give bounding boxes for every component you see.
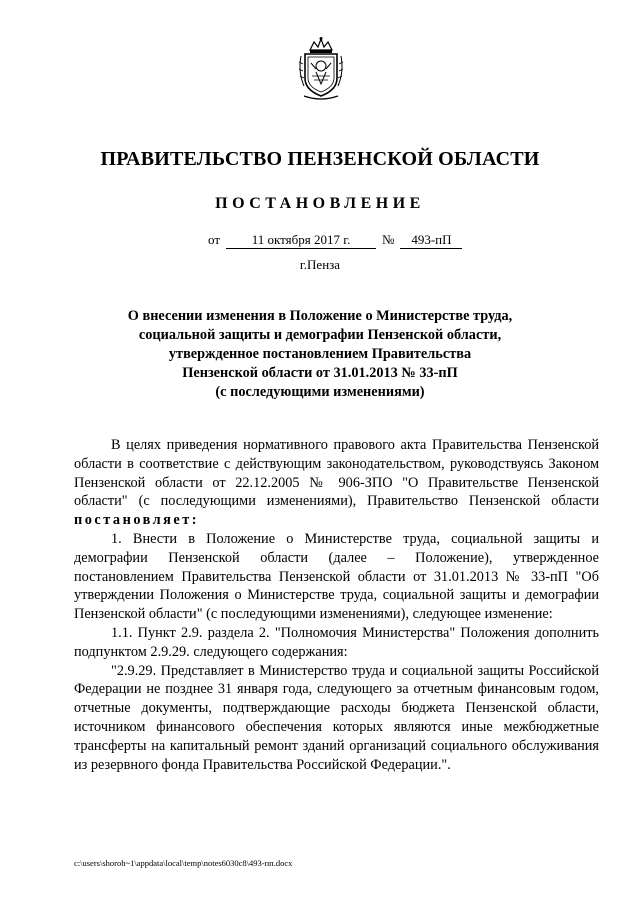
preamble-paragraph: [74, 436, 599, 530]
title-line: социальной защиты и демографии Пензенской области,: [138, 327, 502, 343]
file-path-footer: c:\users\shoroh~1\appdata\local\temp\notes6030c8\493-пп.docx: [74, 858, 293, 868]
number-prefix: №: [382, 232, 395, 247]
clause-1-1-paragraph: 1.1. Пункт 2.9. раздела 2. "Полномочия Министерства" Положения дополнить подпунктом 2.9.29. следующего содержания:: [74, 624, 599, 660]
city: г.Пенза: [299, 257, 341, 272]
preamble-text: В целях приведения нормативного правового акта Правительства Пензенской области в соответствие с действующим законодательством, руководствуясь Законом Пензенской области от 22.12.2005 № 906-ЗПО "О Правительстве Пензенской области" (с последующими изменениями), Правительство Пензенской области: [74, 437, 599, 510]
document-date: 11 октября 2017 г.: [226, 232, 376, 249]
coat-of-arms-icon: [296, 36, 346, 102]
government-name: ПРАВИТЕЛЬСТВО ПЕНЗЕНСКОЙ ОБЛАСТИ: [100, 148, 540, 170]
date-prefix: от: [208, 232, 221, 247]
date-number-line: [208, 232, 462, 249]
document-title: [100, 307, 540, 402]
title-line: утвержденное постановлением Правительства: [168, 346, 472, 362]
document-number: 493-пП: [400, 232, 462, 249]
subclause-2-9-29-paragraph: "2.9.29. Представляет в Министерство труда и социальной защиты Российской Федерации не позднее 31 января года, следующего за отчетным финансовым годом, отчетные документы, подтверждающие расходы бюджета Пензенской области, источником финансового обеспечения которых являются иные межбюджетные трансферты на капитальный ремонт зданий организаций социального обслуживания из резервного фонда Правительства Российской Федерации.".: [74, 662, 599, 773]
title-line: (с последующими изменениями): [215, 384, 425, 400]
title-line: Пензенской области от 31.01.2013 № 33-пП: [182, 365, 458, 381]
document-body: [74, 436, 599, 774]
clause-1-paragraph: 1. Внести в Положение о Министерстве труда, социальной защиты и демографии Пензенской области (далее – Положение), утвержденное постановлением Правительства Пензенской области от 31.01.2013 № 33-пП "Об утверждении Положения о Министерстве труда, социальной защиты и демографии Пензенской области" (с последующими изменениями), следующее изменение:: [74, 530, 599, 623]
document-type: ПОСТАНОВЛЕНИЕ: [215, 195, 425, 212]
title-line: О внесении изменения в Положение о Министерстве труда,: [127, 308, 513, 324]
resolves-keyword: постановляет:: [74, 512, 200, 529]
